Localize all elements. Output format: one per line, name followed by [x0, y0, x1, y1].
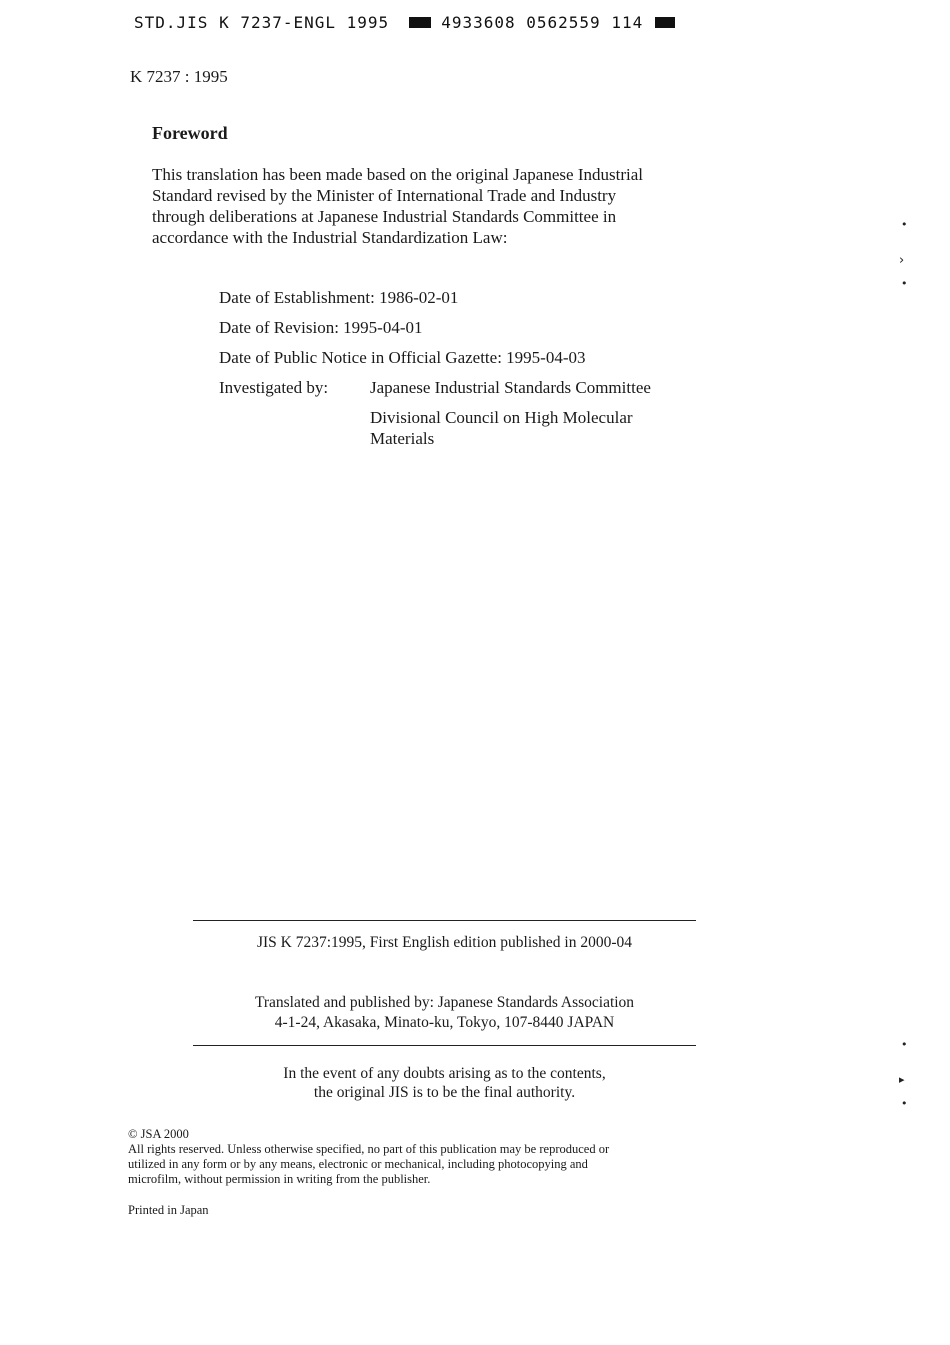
- rights-line: All rights reserved. Unless otherwise specified, no part of this publication may be reproduced or: [128, 1142, 610, 1156]
- gazette-value: 1995-04-03: [506, 348, 586, 367]
- rights-line: utilized in any form or by any means, electronic or mechanical, including photocopying and: [128, 1157, 588, 1171]
- divider-bottom: [193, 1045, 696, 1046]
- establishment-label: Date of Establishment:: [219, 288, 375, 307]
- authority-line: the original JIS is to be the final authority.: [313, 1084, 576, 1101]
- revision-label: Date of Revision:: [219, 318, 339, 337]
- revision-row: [219, 317, 750, 347]
- printed-in: Printed in Japan: [128, 1203, 209, 1217]
- redaction-block: [409, 17, 431, 28]
- gazette-row: [219, 347, 750, 377]
- council-line: Divisional Council on High Molecular: [370, 408, 633, 427]
- header-right-code: 4933608 0562559 114: [441, 12, 644, 32]
- publisher-line: Translated and published by: Japanese Standards Association: [254, 994, 635, 1011]
- foreword-line: accordance with the Industrial Standardization Law:: [152, 228, 508, 247]
- standard-info-list: [219, 287, 750, 448]
- scan-speck: •: [901, 1038, 908, 1051]
- investigated-label: Investigated by:: [219, 378, 329, 397]
- foreword-title: Foreword: [152, 123, 228, 143]
- authority-note: [193, 1064, 696, 1102]
- copyright-block: [128, 1127, 760, 1187]
- investigated-value-block: [370, 377, 750, 450]
- foreword-line: through deliberations at Japanese Industrial Standards Committee in: [152, 207, 617, 226]
- scan-speck: •: [901, 277, 908, 290]
- establishment-value: 1986-02-01: [379, 288, 459, 307]
- scan-speck: •: [901, 1097, 908, 1110]
- foreword-paragraph: [152, 164, 772, 248]
- header-code-line: [134, 10, 675, 34]
- foreword-line: This translation has been made based on the original Japanese Industrial: [152, 165, 643, 184]
- publisher-block: [193, 993, 696, 1033]
- authority-line: In the event of any doubts arising as to the contents,: [283, 1065, 606, 1082]
- scan-speck: ›: [899, 253, 905, 268]
- foreword-line: Standard revised by the Minister of International Trade and Industry: [152, 186, 617, 205]
- rights-line: microfilm, without permission in writing from the publisher.: [128, 1172, 431, 1186]
- edition-statement: JIS K 7237:1995, First English edition published in 2000-04: [256, 934, 633, 951]
- investigated-value: Japanese Industrial Standards Committee: [370, 378, 651, 397]
- scan-speck: ▸: [899, 1073, 905, 1086]
- establishment-row: [219, 287, 750, 317]
- redaction-block-tail: [655, 17, 675, 28]
- publisher-address: 4-1-24, Akasaka, Minato-ku, Tokyo, 107-8440 JAPAN: [274, 1014, 615, 1031]
- header-left-code: STD.JIS K 7237-ENGL 1995: [134, 12, 390, 32]
- copyright-notice: © JSA 2000: [128, 1127, 189, 1141]
- gazette-label: Date of Public Notice in Official Gazette:: [219, 348, 502, 367]
- investigated-row: [219, 377, 750, 448]
- scan-speck: •: [901, 218, 908, 231]
- revision-value: 1995-04-01: [343, 318, 423, 337]
- council-line: Materials: [370, 429, 435, 448]
- document-id: K 7237 : 1995: [130, 67, 228, 86]
- divider-top: [193, 920, 696, 921]
